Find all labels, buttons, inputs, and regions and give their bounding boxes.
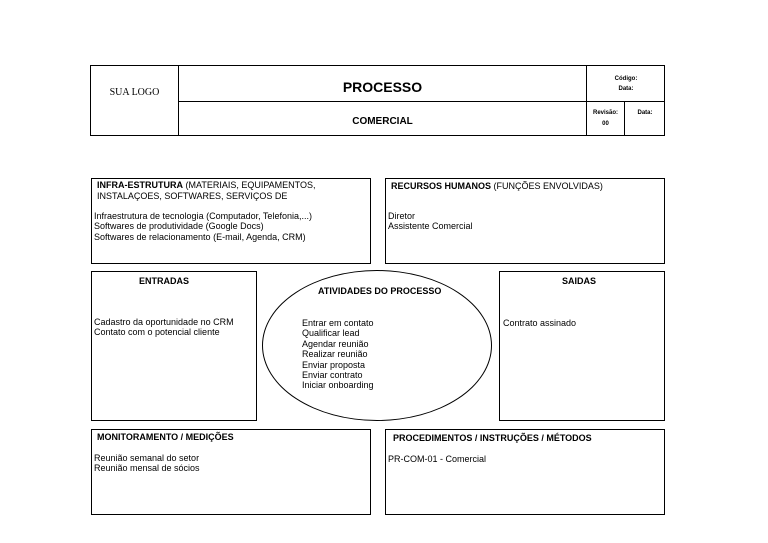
- list-item: Enviar contrato: [302, 370, 363, 381]
- procedimentos-list: [388, 454, 486, 464]
- list-item: Softwares de relacionamento (E-mail, Agenda, CRM): [94, 231, 306, 242]
- entradas-list: [94, 317, 234, 338]
- monitoramento-list: [94, 453, 200, 474]
- list-item: Entrar em contato: [302, 318, 374, 328]
- revisao-value: 00: [602, 121, 609, 127]
- data-label-bottom: Data:: [637, 110, 653, 116]
- rh-list: [388, 211, 473, 232]
- list-item: Iniciar onboarding: [302, 380, 374, 391]
- list-item: Softwares de produtividade (Google Docs): [94, 221, 264, 232]
- saidas-list: [503, 318, 576, 328]
- entradas-heading: ENTRADAS: [138, 276, 189, 286]
- page-title: PROCESSO: [342, 79, 423, 95]
- divider: [178, 101, 665, 102]
- rh-heading: [391, 181, 603, 192]
- infra-heading-note: (MATERIAIS, EQUIPAMENTOS, INSTALAÇOES, SOFTWARES, SERVIÇOS DE: [97, 180, 316, 201]
- entradas-box: [91, 271, 257, 421]
- rh-heading-note: (FUNÇÕES ENVOLVIDAS): [491, 181, 603, 191]
- list-item: Contato com o potencial cliente: [94, 327, 220, 338]
- list-item: Assistente Comercial: [388, 221, 473, 232]
- list-item: Diretor: [388, 211, 416, 221]
- list-item: Cadastro da oportunidade no CRM: [94, 317, 234, 327]
- atividades-list: [302, 318, 374, 391]
- monitoramento-heading: MONITORAMENTO / MEDIÇÕES: [97, 432, 234, 442]
- rh-heading-title: RECURSOS HUMANOS: [391, 181, 492, 191]
- list-item: Agendar reunião: [302, 338, 369, 349]
- page-subtitle: COMERCIAL: [352, 116, 413, 127]
- revisao-label: Revisão:: [592, 110, 618, 116]
- list-item: Qualificar lead: [302, 328, 360, 339]
- procedimentos-heading: PROCEDIMENTOS / INSTRUÇÕES / MÉTODOS: [393, 433, 592, 443]
- list-item: Infraestrutura de tecnologia (Computador, Telefonia,...): [94, 211, 312, 221]
- data-label-top: Data:: [618, 86, 634, 92]
- list-item: Reunião mensal de sócios: [94, 463, 200, 474]
- list-item: Enviar proposta: [302, 359, 366, 370]
- codigo-label: Código:: [614, 76, 638, 82]
- logo-placeholder: SUA LOGO: [109, 87, 160, 98]
- infra-heading: [97, 180, 362, 201]
- saidas-box: [499, 271, 665, 421]
- infra-list: [94, 211, 312, 242]
- list-item: Reunião semanal do setor: [94, 453, 200, 463]
- atividades-heading: ATIVIDADES DO PROCESSO: [318, 286, 442, 296]
- divider: [624, 101, 625, 136]
- list-item: PR-COM-01 - Comercial: [388, 454, 487, 464]
- infra-heading-title: INFRA-ESTRUTURA: [97, 180, 183, 190]
- saidas-heading: SAIDAS: [561, 276, 596, 286]
- list-item: Contrato assinado: [503, 318, 577, 328]
- list-item: Realizar reunião: [302, 349, 368, 360]
